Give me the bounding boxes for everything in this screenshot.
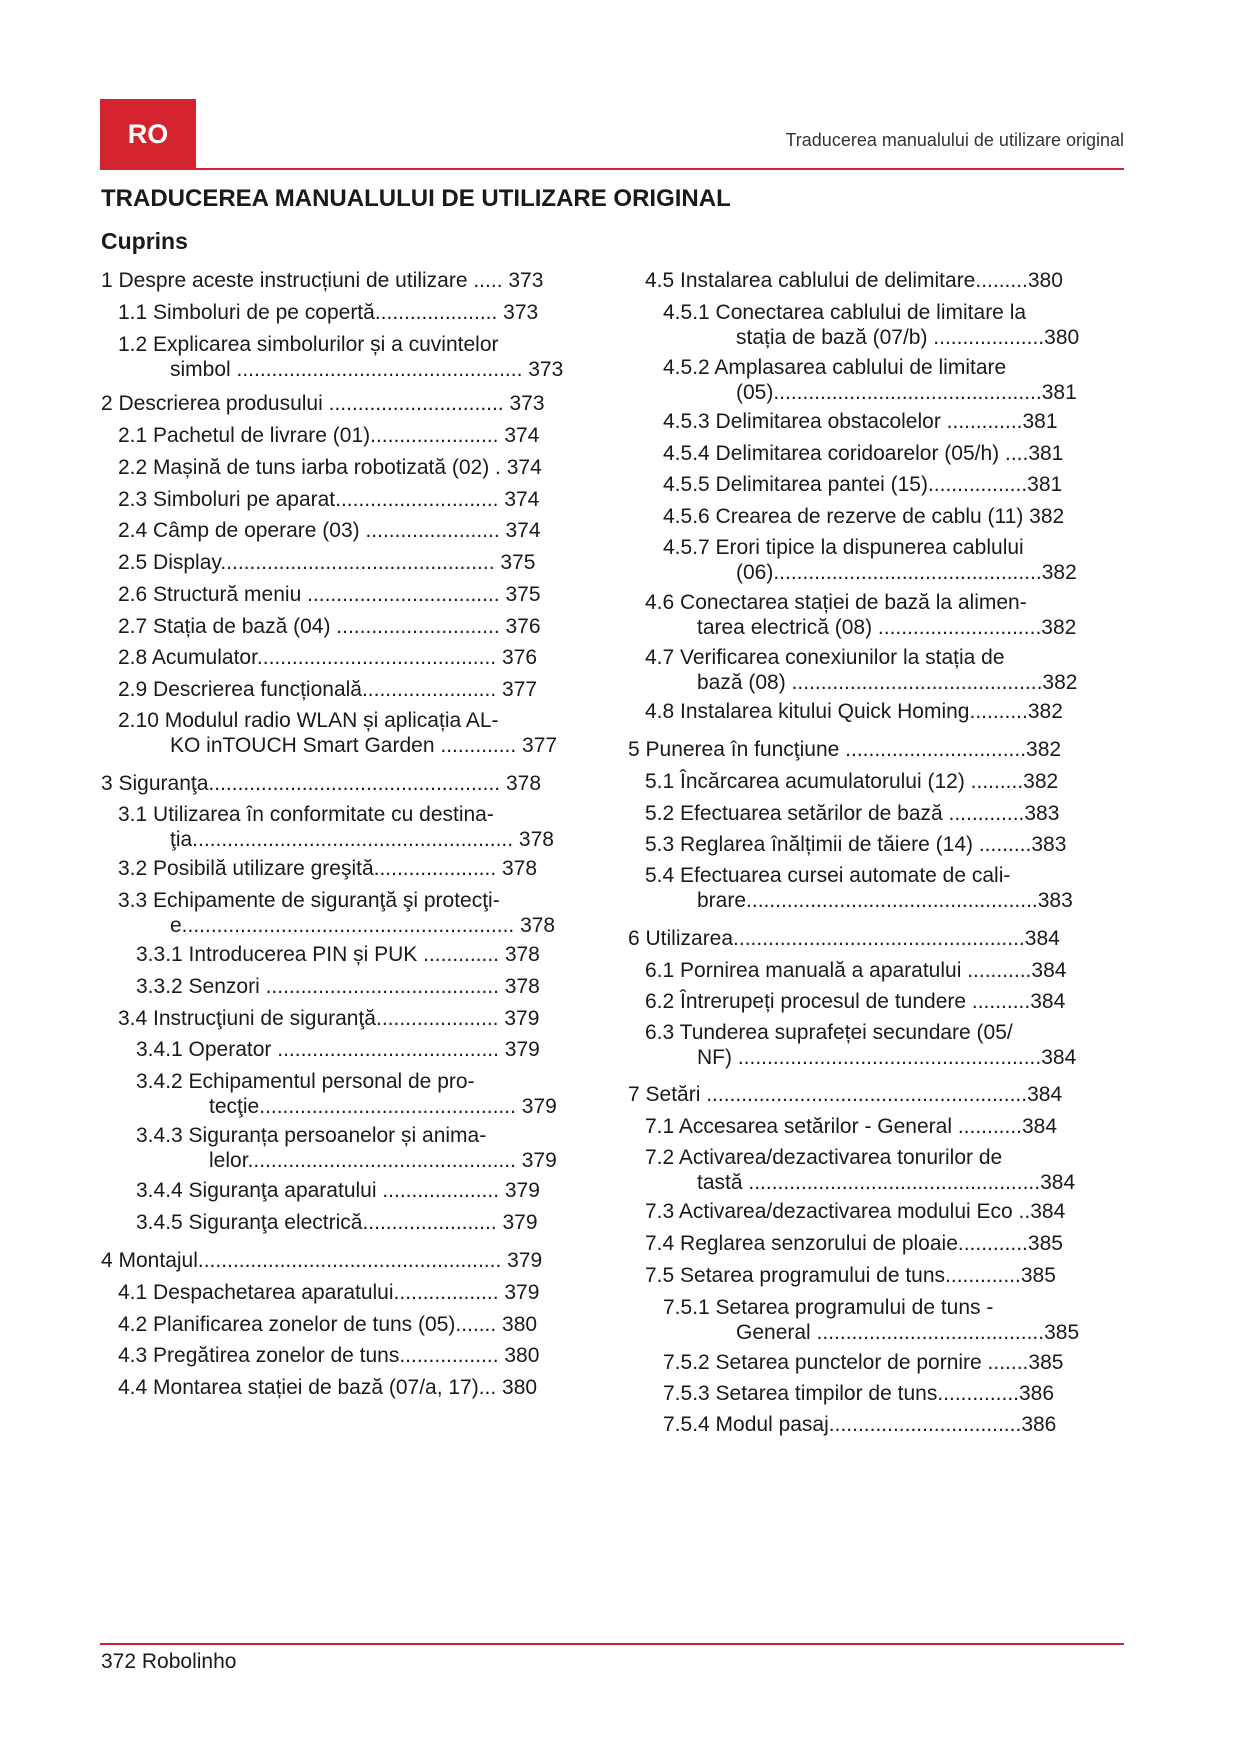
toc-entry[interactable] [645, 699, 1063, 724]
toc-entry[interactable] [663, 1350, 1063, 1375]
toc-entry-line: brare..................................................383 [697, 889, 1073, 912]
toc-entry-line: 2.1 Pachetul de livrare (01)...................... 374 [118, 424, 540, 447]
toc-entry[interactable] [136, 1037, 540, 1062]
toc-entry[interactable] [118, 1375, 537, 1400]
toc-entry[interactable] [663, 1381, 1054, 1406]
toc-entry-line: General .......................................385 [736, 1321, 1080, 1344]
toc-entry[interactable] [136, 942, 540, 967]
toc-entry-line: 5 Punerea în funcţiune ...............................382 [628, 738, 1062, 761]
toc-entry[interactable] [136, 1069, 557, 1119]
toc-entry[interactable] [118, 1343, 539, 1368]
toc-entry-line: 7.2 Activarea/dezactivarea tonurilor de [645, 1146, 1003, 1169]
toc-entry-line: 2.5 Display............................................... 375 [118, 551, 536, 574]
toc-entry-line: 4.5.3 Delimitarea obstacolelor .............381 [663, 410, 1058, 433]
toc-entry-line: 2.9 Descrierea funcțională....................... 377 [118, 678, 538, 701]
page-footer: 372 Robolinho [101, 1650, 237, 1673]
footer-divider [100, 1643, 1124, 1645]
toc-entry[interactable] [118, 645, 537, 670]
toc-entry-line: 4.6 Conectarea stației de bază la alimen- [645, 591, 1027, 614]
toc-entry[interactable] [118, 888, 555, 938]
toc-entry[interactable] [136, 1178, 540, 1203]
toc-entry-line: 6.3 Tunderea suprafeței secundare (05/ [645, 1021, 1013, 1044]
toc-entry-line: simbol ................................................. 373 [170, 358, 564, 381]
toc-entry[interactable] [118, 550, 535, 575]
toc-entry[interactable] [645, 1263, 1056, 1288]
toc-entry[interactable] [118, 455, 542, 480]
toc-entry[interactable] [118, 487, 539, 512]
toc-entry[interactable] [118, 1006, 539, 1031]
toc-entry[interactable] [118, 1280, 539, 1305]
toc-entry-line: 2 Descrierea produsului .............................. 373 [101, 392, 545, 415]
toc-entry[interactable] [645, 645, 1077, 695]
toc-entry-line: 5.4 Efectuarea cursei automate de cali- [645, 864, 1011, 887]
language-tab: RO [100, 99, 196, 169]
toc-entry[interactable] [136, 974, 540, 999]
toc-entry-line: stația de bază (07/b) ...................380 [736, 326, 1080, 349]
toc-entry-line: 3.4 Instrucţiuni de siguranţă..................... 379 [118, 1007, 540, 1030]
toc-entry[interactable] [663, 300, 1079, 350]
toc-entry-line: 2.6 Structură meniu ................................. 375 [118, 583, 541, 606]
toc-entry[interactable] [101, 771, 541, 796]
toc-entry[interactable] [663, 535, 1077, 585]
toc-entry[interactable] [118, 332, 563, 382]
toc-entry-line: 2.4 Câmp de operare (03) ....................... 374 [118, 519, 541, 542]
toc-entry-line: 1.2 Explicarea simbolurilor și a cuvintelor [118, 333, 499, 356]
toc-entry-line: 3.4.3 Siguranța persoanelor și anima- [136, 1124, 487, 1147]
toc-entry[interactable] [101, 268, 543, 293]
toc-entry-line: 4.4 Montarea stației de bază (07/a, 17)... 380 [118, 1376, 538, 1399]
toc-entry[interactable] [645, 1114, 1057, 1139]
toc-entry-line: tastă ..................................................384 [697, 1171, 1076, 1194]
toc-entry[interactable] [645, 1231, 1063, 1256]
toc-entry[interactable] [118, 802, 554, 852]
toc-entry-line: 7.1 Accesarea setărilor - General ...........384 [645, 1115, 1058, 1138]
toc-entry[interactable] [645, 801, 1059, 826]
toc-entry-line: 3.3.1 Introducerea PIN și PUK ............. 378 [136, 943, 540, 966]
toc-entry-line: 3.1 Utilizarea în conformitate cu destina- [118, 803, 494, 826]
toc-entry-line: 4.3 Pregătirea zonelor de tuns................. 380 [118, 1344, 540, 1367]
toc-entry-line: 5.2 Efectuarea setărilor de bază .............383 [645, 802, 1060, 825]
toc-entry-line: 4.2 Planificarea zonelor de tuns (05)....... 380 [118, 1313, 538, 1336]
toc-entry[interactable] [663, 504, 1064, 529]
toc-entry-line: tarea electrică (08) ............................382 [697, 616, 1077, 639]
toc-entry-line: 2.10 Modulul radio WLAN și aplicația AL- [118, 709, 499, 732]
toc-entry[interactable] [101, 1248, 542, 1273]
toc-entry[interactable] [118, 1312, 537, 1337]
toc-entry[interactable] [118, 518, 541, 543]
document-title: TRADUCEREA MANUALULUI DE UTILIZARE ORIGINAL [101, 185, 731, 212]
toc-entry-line: 6 Utilizarea..................................................384 [628, 927, 1060, 950]
toc-entry[interactable] [628, 1082, 1062, 1107]
toc-entry-line: 4.8 Instalarea kitului Quick Homing..........382 [645, 700, 1063, 723]
toc-entry-line: 7.5.2 Setarea punctelor de pornire .......385 [663, 1351, 1064, 1374]
toc-entry-line: KO inTOUCH Smart Garden ............. 377 [170, 734, 558, 757]
toc-entry[interactable] [663, 472, 1062, 497]
toc-entry-line: NF) ....................................................384 [697, 1046, 1077, 1069]
toc-entry-line: 4.5.7 Erori tipice la dispunerea cablului [663, 536, 1024, 559]
toc-entry[interactable] [663, 1295, 1079, 1345]
toc-entry[interactable] [663, 355, 1077, 405]
toc-entry[interactable] [118, 300, 538, 325]
header-divider [100, 168, 1124, 170]
toc-entry-line: 1.1 Simboluri de pe copertă..................... 373 [118, 301, 539, 324]
toc-entry[interactable] [645, 1020, 1076, 1070]
toc-entry-line: 2.7 Stația de bază (04) ............................ 376 [118, 615, 541, 638]
toc-entry[interactable] [645, 1145, 1075, 1195]
toc-entry-line: 7.3 Activarea/dezactivarea modului Eco ..384 [645, 1200, 1066, 1223]
toc-entry-line: bază (08) ...........................................382 [697, 671, 1078, 694]
toc-heading: Cuprins [101, 228, 188, 254]
toc-entry[interactable] [118, 677, 537, 702]
toc-entry-line: 3.3.2 Senzori ........................................ 378 [136, 975, 540, 998]
toc-entry-line: 4.5 Instalarea cablului de delimitare.........380 [645, 269, 1063, 292]
toc-entry[interactable] [645, 769, 1058, 794]
toc-entry[interactable] [118, 856, 537, 881]
toc-entry-line: 2.3 Simboluri pe aparat............................ 374 [118, 488, 540, 511]
toc-entry-line: lelor.............................................. 379 [209, 1149, 557, 1172]
toc-entry-line: 7.5 Setarea programului de tuns.............385 [645, 1264, 1056, 1287]
toc-entry-line: 5.1 Încărcarea acumulatorului (12) .........382 [645, 770, 1059, 793]
toc-entry-line: 1 Despre aceste instrucțiuni de utilizare ..... 373 [101, 269, 544, 292]
toc-entry-line: 4.5.5 Delimitarea pantei (15).................381 [663, 473, 1063, 496]
toc-entry-line: 4.5.2 Amplasarea cablului de limitare [663, 356, 1007, 379]
toc-entry[interactable] [645, 268, 1063, 293]
toc-entry-line: 2.8 Acumulator......................................... 376 [118, 646, 538, 669]
toc-entry-line: 4.1 Despachetarea aparatului.................. 379 [118, 1281, 540, 1304]
toc-entry-line: ţia....................................................... 378 [170, 828, 554, 851]
toc-entry-line: 4.7 Verificarea conexiunilor la stația de [645, 646, 1005, 669]
toc-entry[interactable] [663, 441, 1063, 466]
toc-entry-line: tecţie............................................ 379 [209, 1095, 557, 1118]
toc-entry[interactable] [663, 409, 1058, 434]
toc-entry-line: (05)..............................................381 [736, 381, 1077, 404]
toc-entry[interactable] [645, 832, 1066, 857]
toc-entry[interactable] [645, 590, 1076, 640]
toc-entry[interactable] [645, 989, 1065, 1014]
toc-entry[interactable] [136, 1123, 557, 1173]
toc-entry[interactable] [628, 737, 1061, 762]
toc-entry-line: 7 Setări .......................................................384 [628, 1083, 1063, 1106]
toc-entry-line: 7.5.4 Modul pasaj.................................386 [663, 1413, 1057, 1436]
toc-entry-line: 6.1 Pornirea manuală a aparatului ...........384 [645, 959, 1067, 982]
toc-entry[interactable] [663, 1412, 1056, 1437]
toc-entry-line: 4 Montajul.................................................... 379 [101, 1249, 543, 1272]
toc-entry-line: 7.4 Reglarea senzorului de ploaie............385 [645, 1232, 1063, 1255]
toc-entry[interactable] [645, 863, 1073, 913]
toc-entry-line: 4.5.6 Crearea de rezerve de cablu (11) 382 [663, 505, 1065, 528]
toc-entry-line: 3.4.2 Echipamentul personal de pro- [136, 1070, 475, 1093]
toc-entry[interactable] [628, 926, 1060, 951]
toc-entry-line: 2.2 Mașină de tuns iarba robotizată (02) . 374 [118, 456, 542, 479]
toc-entry[interactable] [118, 423, 539, 448]
toc-entry-line: 4.5.1 Conectarea cablului de limitare la [663, 301, 1027, 324]
toc-entry[interactable] [645, 958, 1066, 983]
toc-entry-line: e......................................................... 378 [170, 914, 556, 937]
toc-entry[interactable] [136, 1210, 538, 1235]
toc-entry[interactable] [118, 614, 541, 639]
toc-entry-line: 3.4.4 Siguranţa aparatului .................... 379 [136, 1179, 540, 1202]
toc-entry-line: 3.4.1 Operator ...................................... 379 [136, 1038, 540, 1061]
toc-entry-line: 3.4.5 Siguranţa electrică....................... 379 [136, 1211, 538, 1234]
toc-entry-line: (06)..............................................382 [736, 561, 1077, 584]
toc-entry-line: 7.5.1 Setarea programului de tuns - [663, 1296, 994, 1319]
toc-entry-line: 4.5.4 Delimitarea coridoarelor (05/h) ....381 [663, 442, 1064, 465]
toc-entry[interactable] [118, 708, 557, 758]
toc-entry[interactable] [645, 1199, 1065, 1224]
toc-entry-line: 3.3 Echipamente de siguranţă şi protecţi- [118, 889, 500, 912]
toc-entry[interactable] [118, 582, 541, 607]
toc-entry-line: 3.2 Posibilă utilizare greşită..................... 378 [118, 857, 538, 880]
toc-entry-line: 6.2 Întrerupeți procesul de tundere ..........384 [645, 990, 1066, 1013]
toc-entry-line: 3 Siguranţa.................................................. 378 [101, 772, 542, 795]
toc-entry[interactable] [101, 391, 545, 416]
toc-entry-line: 7.5.3 Setarea timpilor de tuns..............386 [663, 1382, 1055, 1405]
running-header: Traducerea manualului de utilizare original [785, 130, 1124, 150]
toc-entry-line: 5.3 Reglarea înălțimii de tăiere (14) .........383 [645, 833, 1067, 856]
